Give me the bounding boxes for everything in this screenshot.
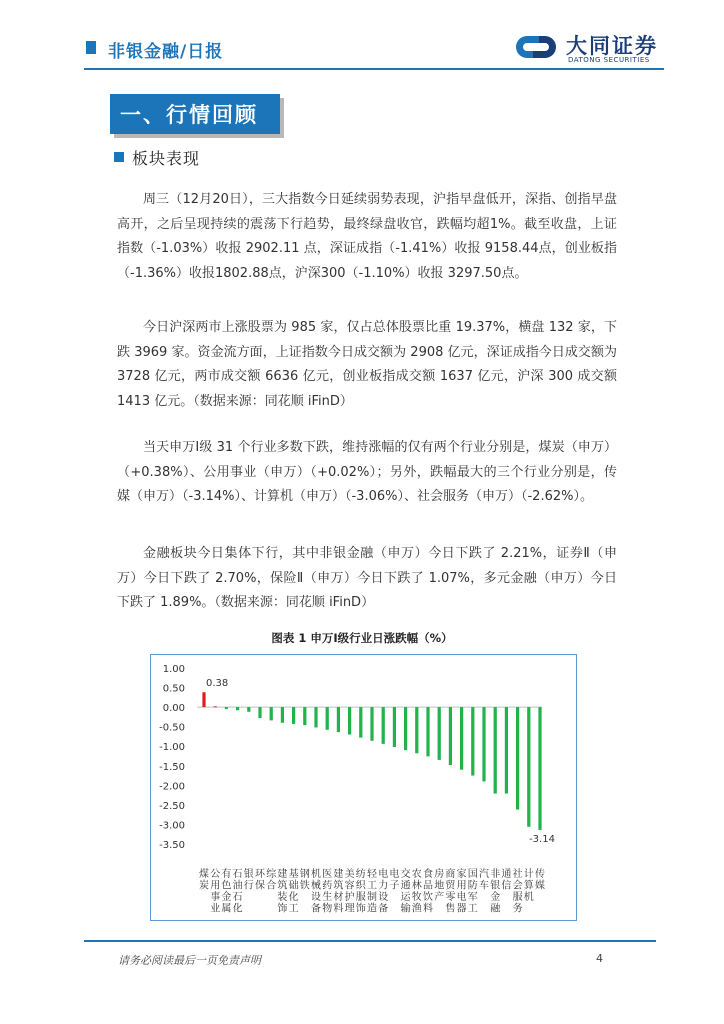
bar-国防军工 xyxy=(471,707,474,775)
category-label: 铁 xyxy=(299,880,310,892)
footer-divider xyxy=(84,940,656,942)
category-label: 械 xyxy=(311,880,321,892)
category-label: 制 xyxy=(367,892,377,903)
category-label: 属 xyxy=(221,903,232,915)
header-accent-bar xyxy=(86,41,96,54)
category-label: 综 xyxy=(266,869,277,880)
bar-家用电器 xyxy=(460,707,463,770)
category-label: 环 xyxy=(255,869,265,880)
industry-change-chart-frame xyxy=(150,654,577,921)
category-label: 装 xyxy=(277,892,288,903)
bar-有色金属 xyxy=(225,707,228,709)
category-label: 房 xyxy=(434,869,445,880)
category-label: 输 xyxy=(400,903,411,915)
y-tick-label: -0.50 xyxy=(159,722,185,734)
bar-轻工制造 xyxy=(370,707,373,741)
category-label: 保 xyxy=(255,880,265,892)
category-label: 机 xyxy=(523,892,534,903)
paragraph-market-summary: 周三（12月20日），三大指数今日延续弱势表现，沪指早盘低开，深指、创指早盘高开，之后呈现持续的震荡下行趋势，最终绿盘收官，跌幅均超1%。截至收盘，上证指数（-1.03%）收报 2902.11 点，深证成指（-1.41%）收报 9158.44点，创业板指（-1.36%）收报1802.88点，沪深300（-1.10%）收报 3297.50点。 xyxy=(117,192,617,281)
category-label: 行 xyxy=(243,880,254,892)
category-label: 有 xyxy=(221,869,232,880)
category-label: 用 xyxy=(456,880,467,892)
subsection-title: 板块表现 xyxy=(132,149,201,168)
category-label: 饮 xyxy=(423,892,433,903)
category-label: 纺 xyxy=(355,869,366,880)
min-value-label: -3.14 xyxy=(529,833,555,845)
category-label: 牧 xyxy=(411,892,422,903)
y-tick-label: -1.00 xyxy=(159,742,185,754)
category-label: 社 xyxy=(512,869,523,880)
category-label: 机 xyxy=(311,869,321,880)
bar-机械设备 xyxy=(314,707,317,727)
section-title: 一、行情回顾 xyxy=(120,103,258,127)
category-label: 备 xyxy=(311,903,321,915)
category-label: 售 xyxy=(445,903,456,915)
category-label: 油 xyxy=(232,880,243,892)
y-tick-label: -2.50 xyxy=(159,800,185,812)
category-label: 公 xyxy=(210,869,221,880)
report-category-title: 非银金融/日报 xyxy=(108,42,224,62)
category-label: 建 xyxy=(333,869,344,880)
category-label: 建 xyxy=(277,869,288,880)
bar-基础化工 xyxy=(292,707,295,724)
bar-钢铁 xyxy=(303,707,306,725)
industry-change-chart xyxy=(151,655,576,920)
category-label: 力 xyxy=(378,880,389,892)
category-label: 基 xyxy=(288,869,299,880)
category-label: 银 xyxy=(490,880,501,892)
category-label: 产 xyxy=(434,892,445,903)
y-tick-label: 0.00 xyxy=(162,703,185,715)
category-label: 石 xyxy=(232,869,243,880)
category-label: 零 xyxy=(445,892,456,903)
bar-食品饮料 xyxy=(426,707,429,756)
category-label: 服 xyxy=(355,892,366,903)
category-label: 料 xyxy=(333,903,344,915)
category-label: 家 xyxy=(456,869,467,880)
bar-电力设备 xyxy=(382,707,385,744)
y-tick-label: 0.50 xyxy=(162,683,185,695)
bar-传媒 xyxy=(538,707,541,830)
bar-环保 xyxy=(258,707,261,718)
category-label: 汽 xyxy=(479,869,489,880)
category-label: 设 xyxy=(311,892,321,903)
category-label: 色 xyxy=(221,880,232,892)
category-label: 媒 xyxy=(535,880,545,892)
category-label: 饰 xyxy=(355,903,366,915)
category-label: 造 xyxy=(367,903,377,915)
category-label: 电 xyxy=(456,892,467,903)
category-label: 筑 xyxy=(333,880,344,892)
bar-通信 xyxy=(505,707,508,793)
category-label: 料 xyxy=(423,903,433,915)
category-label: 础 xyxy=(288,880,299,892)
category-label: 传 xyxy=(535,869,545,880)
y-tick-label: -1.50 xyxy=(159,761,185,773)
bar-纺织服饰 xyxy=(359,707,362,738)
category-label: 会 xyxy=(512,880,523,892)
category-label: 合 xyxy=(266,880,277,892)
category-label: 地 xyxy=(434,880,445,892)
y-tick-label: -2.00 xyxy=(159,781,185,793)
category-label: 金 xyxy=(221,892,232,903)
footer-disclaimer: 请务必阅读最后一页免责声明 xyxy=(118,954,261,967)
category-label: 工 xyxy=(367,880,377,892)
category-label: 石 xyxy=(232,892,243,903)
category-label: 交 xyxy=(400,869,411,880)
category-label: 品 xyxy=(423,880,433,892)
bar-电子 xyxy=(393,707,396,747)
category-label: 商 xyxy=(445,869,456,880)
bar-交通运输 xyxy=(404,707,407,750)
category-label: 钢 xyxy=(299,869,310,880)
logo-name-en: DATONG SECURITIES xyxy=(568,56,650,64)
bar-商贸零售 xyxy=(449,707,452,765)
bar-计算机 xyxy=(527,707,530,827)
category-label: 护 xyxy=(344,892,355,903)
category-label: 医 xyxy=(322,869,333,880)
figure-caption: 图表 1 申万Ⅰ级行业日涨跌幅（%） xyxy=(271,631,453,645)
category-label: 金 xyxy=(490,892,501,903)
category-label: 备 xyxy=(378,903,389,915)
bar-煤炭 xyxy=(202,692,205,707)
category-label: 织 xyxy=(355,880,366,892)
subsection-bullet-icon xyxy=(114,152,124,162)
company-logo xyxy=(512,27,662,67)
category-label: 通 xyxy=(400,880,411,892)
category-label: 容 xyxy=(344,880,355,892)
bar-综合 xyxy=(270,707,273,720)
category-label: 材 xyxy=(333,892,344,903)
y-tick-label: -3.50 xyxy=(159,840,185,851)
category-label: 煤 xyxy=(199,869,209,880)
category-label: 化 xyxy=(288,892,299,903)
category-label: 非 xyxy=(490,869,501,880)
y-tick-label: -3.00 xyxy=(159,820,185,832)
header-divider xyxy=(84,68,664,70)
category-label: 计 xyxy=(523,869,534,880)
category-label: 工 xyxy=(288,903,299,915)
bar-建筑材料 xyxy=(337,707,340,732)
category-label: 美 xyxy=(344,869,355,880)
bar-房地产 xyxy=(438,707,441,760)
category-label: 化 xyxy=(232,903,243,915)
y-tick-label: 1.00 xyxy=(162,664,185,675)
category-label: 物 xyxy=(322,903,333,915)
category-label: 农 xyxy=(411,869,422,880)
category-label: 银 xyxy=(243,869,254,880)
category-label: 用 xyxy=(210,880,221,892)
category-label: 务 xyxy=(512,903,523,915)
category-label: 工 xyxy=(467,903,478,915)
category-label: 食 xyxy=(423,869,433,880)
category-label: 贸 xyxy=(445,880,456,892)
bar-农林牧渔 xyxy=(415,707,418,753)
section-heading-box xyxy=(110,94,280,134)
bar-汽车 xyxy=(482,707,485,781)
category-label: 轻 xyxy=(367,869,377,880)
paragraph-financial-sector: 金融板块今日集体下行，其中非银金融（申万）今日下跌了 2.21%，证券Ⅱ（申万）今日下跌了 2.70%，保险Ⅱ（申万）今日下跌了 1.07%，多元金融（申万）今日下跌了 1.89%。（数据来源：同花顺 iFinD） xyxy=(117,546,617,610)
category-label: 炭 xyxy=(199,880,209,892)
page-number: 4 xyxy=(596,952,603,965)
max-value-label: 0.38 xyxy=(206,678,229,690)
category-label: 军 xyxy=(467,892,478,903)
category-label: 信 xyxy=(501,880,512,892)
category-label: 通 xyxy=(501,869,512,880)
bar-社会服务 xyxy=(516,707,519,809)
bar-石油石化 xyxy=(236,707,239,710)
category-label: 设 xyxy=(378,892,389,903)
bar-医药生物 xyxy=(326,707,329,730)
paragraph-breadth-turnover: 今日沪深两市上涨股票为 985 家，仅占总体股票比重 19.37%，横盘 132 家，下跌 3969 家。资金流方面，上证指数今日成交额为 2908 亿元，深证成指今日成交额为 3728 亿元，两市成交额 6636 亿元，创业板指成交额 1637 亿元，沪深 300 成交额 1413 亿元。（数据来源：同花顺 iFinD） xyxy=(117,320,617,409)
paragraph-industry-performance: 当天申万Ⅰ级 31 个行业多数下跌，维持涨幅的仅有两个行业分别是，煤炭（申万）（+0.38%）、公用事业（申万）（+0.02%）；另外，跌幅最大的三个行业分别是，传媒（申万）（-3.14%）、计算机（申万）（-3.06%）、社会服务（申万）（-2.62%）。 xyxy=(117,440,617,504)
category-label: 渔 xyxy=(411,903,422,915)
category-label: 理 xyxy=(344,903,355,915)
category-label: 车 xyxy=(479,880,489,892)
category-label: 药 xyxy=(322,880,333,892)
category-label: 生 xyxy=(322,892,333,903)
category-label: 饰 xyxy=(277,903,288,915)
category-label: 电 xyxy=(389,869,400,880)
logo-mark-icon xyxy=(512,27,560,67)
category-label: 器 xyxy=(456,903,467,915)
logo-name-cn: 大同证券 xyxy=(566,34,658,58)
category-label: 业 xyxy=(210,903,221,915)
bar-美容护理 xyxy=(348,707,351,734)
category-label: 防 xyxy=(467,880,478,892)
category-label: 林 xyxy=(411,880,422,892)
bar-银行 xyxy=(247,707,250,712)
category-label: 子 xyxy=(389,880,400,892)
category-label: 筑 xyxy=(277,880,288,892)
bar-非银金融 xyxy=(494,707,497,793)
category-label: 事 xyxy=(210,892,221,903)
category-label: 国 xyxy=(467,869,478,880)
category-label: 算 xyxy=(523,880,534,892)
category-label: 运 xyxy=(400,892,411,903)
category-label: 融 xyxy=(490,903,501,915)
bar-公用事业 xyxy=(214,706,217,707)
bar-建筑装饰 xyxy=(281,707,284,723)
category-label: 电 xyxy=(378,869,389,880)
category-label: 服 xyxy=(512,892,523,903)
